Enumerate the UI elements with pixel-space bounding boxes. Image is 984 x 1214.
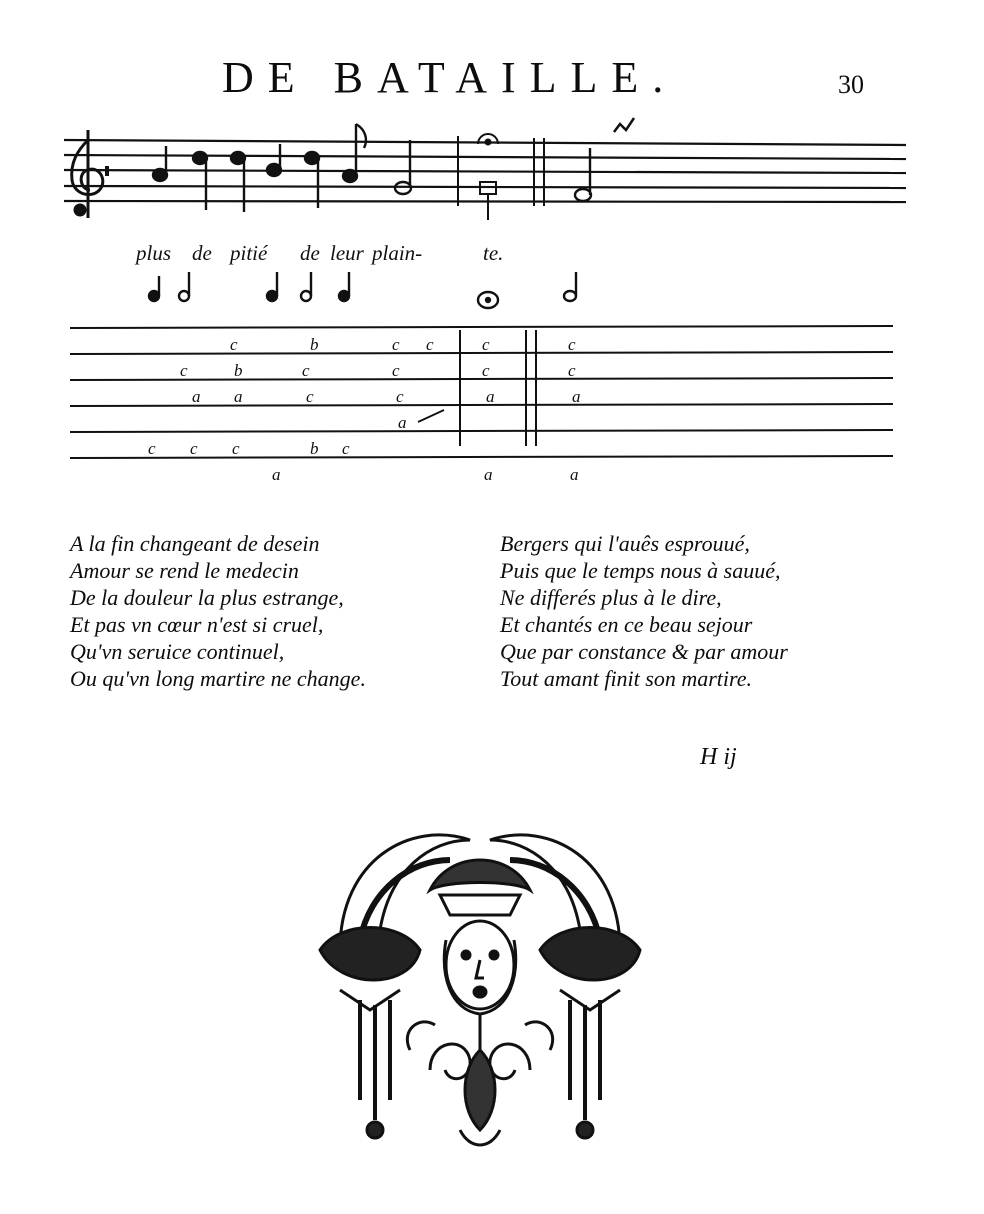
custos-icon (614, 118, 634, 132)
lyric-syllable: de (192, 241, 212, 265)
tab-letter: c (392, 361, 400, 380)
verse-line: Que par constance & par amour (500, 639, 788, 664)
tab-letter: c (426, 335, 434, 354)
treble-clef-icon (72, 130, 109, 218)
note (305, 152, 319, 208)
rhythm-sign (339, 272, 349, 301)
verse-line: Amour se rend le medecin (70, 558, 299, 583)
verse-right-column (500, 530, 788, 692)
lyric-syllable: pitié (230, 241, 268, 265)
note (343, 124, 366, 182)
rhythm-sign (149, 276, 159, 301)
grotesque-mask-cornucopia-ornament-icon (300, 800, 660, 1170)
tab-letter: c (148, 439, 156, 458)
tab-letter: c (568, 361, 576, 380)
tab-letter: c (302, 361, 310, 380)
lyric-syllable: te. (483, 241, 504, 265)
rhythm-sign (564, 272, 576, 301)
vocal-notes (153, 124, 591, 212)
tab-letter: c (392, 335, 400, 354)
tab-letter: b (310, 439, 319, 458)
lyric-syllable: plus (136, 241, 172, 265)
tab-letter: c (568, 335, 576, 354)
verse-line: De la douleur la plus estrange, (70, 585, 344, 610)
tab-letter: a (570, 465, 579, 484)
lyric-syllable: de (300, 241, 320, 265)
tablature-letters (148, 335, 581, 484)
lyric-syllable: leur (330, 241, 364, 265)
tab-letter: c (482, 335, 490, 354)
tab-letter: a (234, 387, 243, 406)
tab-letter: a (572, 387, 581, 406)
tab-letter: a (484, 465, 493, 484)
running-title: DE BATAILLE. (222, 53, 678, 102)
signature-mark: H ij (700, 744, 737, 770)
tab-letter: c (190, 439, 198, 458)
verse-line: Puis que le temps nous à sauué, (500, 558, 781, 583)
page-number: 30 (838, 70, 864, 99)
tab-letter: a (272, 465, 281, 484)
verse-line: A la fin changeant de desein (70, 531, 320, 556)
rhythm-sign (267, 272, 277, 301)
verse-left-column (70, 530, 366, 692)
verse-line: Ou qu'vn long martire ne change. (70, 666, 366, 691)
tab-letter: c (306, 387, 314, 406)
verse-line: Ne differés plus à le dire, (500, 585, 722, 610)
tab-slur-icon (418, 410, 444, 422)
tab-letter: a (398, 413, 407, 432)
verse-line: Et chantés en ce beau sejour (500, 612, 753, 637)
note (267, 144, 281, 176)
lyrics (134, 241, 503, 265)
verse-line: Bergers qui l'auês esprouué, (500, 531, 750, 556)
note (153, 146, 167, 181)
rhythm-sign (301, 272, 311, 301)
vocal-staff (64, 140, 906, 202)
verse-line: Et pas vn cœur n'est si cruel, (70, 612, 324, 637)
tab-letter: a (192, 387, 201, 406)
tab-letter: b (310, 335, 319, 354)
fermata-icon (478, 134, 498, 220)
lyric-syllable: plain- (372, 241, 423, 265)
verse-line: Qu'vn seruice continuel, (70, 639, 285, 664)
tab-letter: a (486, 387, 495, 406)
verse-line: Tout amant finit son martire. (500, 666, 753, 691)
rhythm-signs (149, 272, 576, 308)
rhythm-sign (179, 272, 189, 301)
tab-letter: c (232, 439, 240, 458)
note (575, 148, 591, 201)
tab-letter: c (180, 361, 188, 380)
tab-letter: c (230, 335, 238, 354)
tab-letter: c (482, 361, 490, 380)
tab-letter: c (342, 439, 350, 458)
rhythm-sign (478, 292, 498, 308)
tab-letter: c (396, 387, 404, 406)
note (231, 152, 245, 212)
tab-letter: b (234, 361, 243, 380)
music-notation (0, 100, 984, 490)
